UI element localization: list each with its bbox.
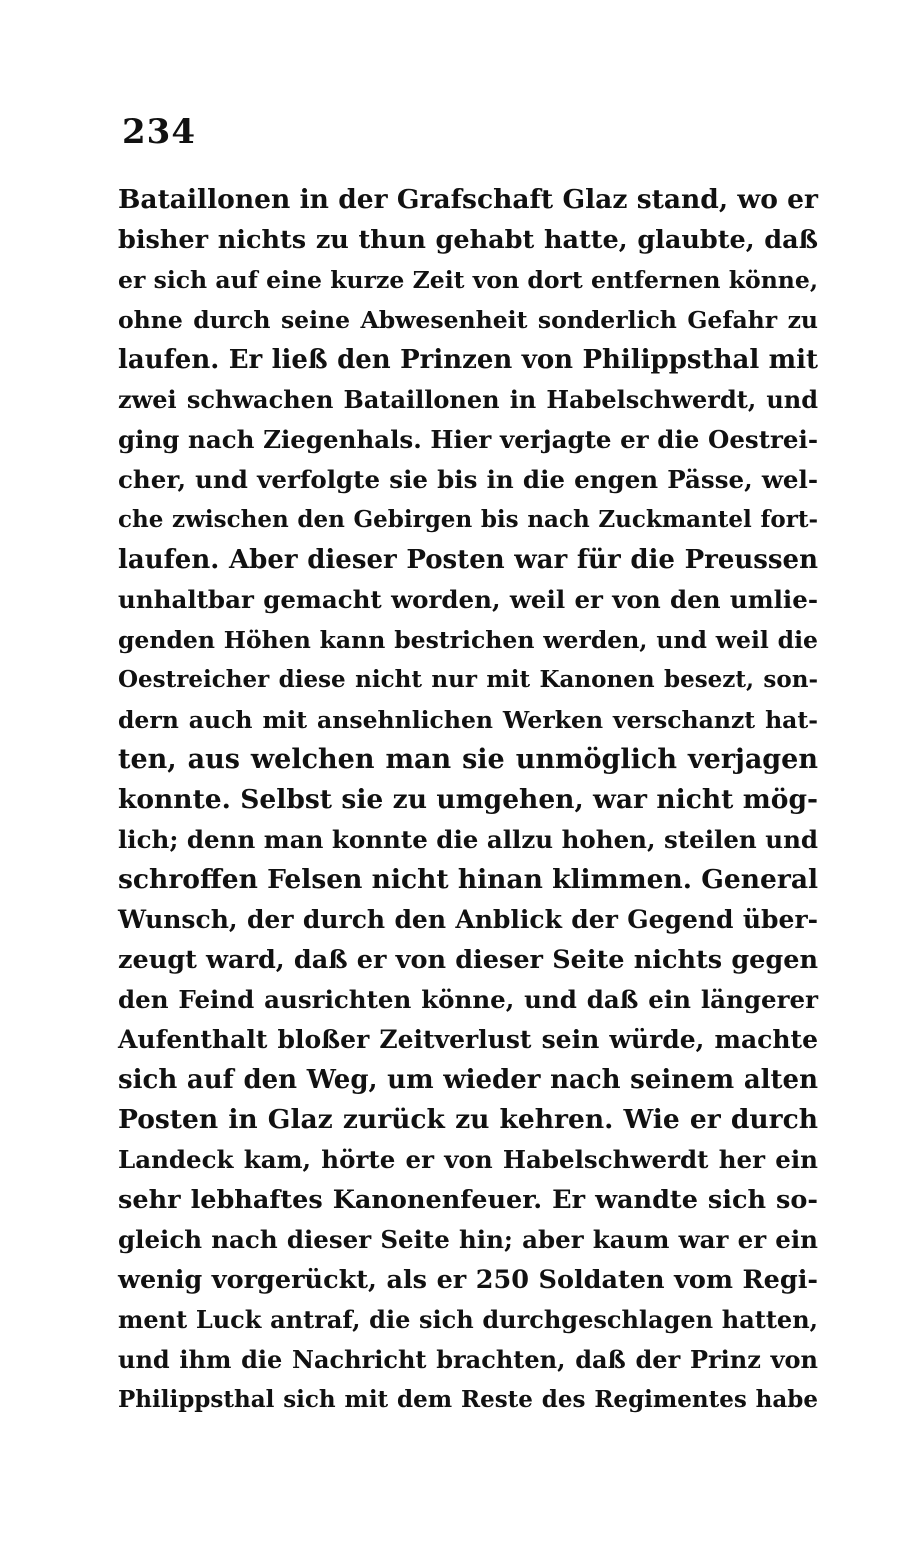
text-line: sehr lebhaftes Kanonenfeuer. Er wandte sich so- (118, 1185, 818, 1215)
text-line: laufen. Er ließ den Prinzen von Philippsthal mit (118, 345, 818, 375)
text-line: laufen. Aber dieser Posten war für die Preussen (118, 545, 818, 575)
text-line: Oestreicher diese nicht nur mit Kanonen besezt, son- (118, 666, 818, 693)
text-line: und ihm die Nachricht brachten, daß der Prinz von (118, 1345, 818, 1374)
text-line: Posten in Glaz zurück zu kehren. Wie er durch (118, 1104, 818, 1135)
text-line: cher, und verfolgte sie bis in die engen Pässe, wel- (118, 465, 818, 494)
text-line: den Feind ausrichten könne, und daß ein längerer (118, 985, 818, 1014)
text-line: er sich auf eine kurze Zeit von dort entfernen könne, (118, 266, 818, 294)
text-line: che zwischen den Gebirgen bis nach Zuckmantel fort- (118, 506, 818, 533)
body-text (118, 180, 818, 1420)
text-line: zwei schwachen Bataillonen in Habelschwerdt, und (118, 385, 818, 414)
text-line: schroffen Felsen nicht hinan klimmen. General (118, 864, 819, 895)
text-line: Aufenthalt bloßer Zeitverlust sein würde, machte (118, 1025, 818, 1054)
text-line: Wunsch, der durch den Anblick der Gegend über- (118, 905, 818, 934)
text-line: wenig vorgerückt, als er 250 Soldaten vom Regi- (118, 1265, 818, 1295)
text-line: Landeck kam, hörte er von Habelschwerdt her ein (118, 1145, 818, 1174)
text-line: gleich nach dieser Seite hin; aber kaum war er ein (118, 1225, 818, 1254)
text-line: dern auch mit ansehnlichen Werken verschanzt hat- (118, 706, 818, 734)
page-number: 234 (122, 112, 196, 152)
text-line: lich; denn man konnte die allzu hohen, steilen und (118, 825, 819, 854)
text-line: sich auf den Weg, um wieder nach seinem alten (118, 1065, 818, 1095)
text-line: unhaltbar gemacht worden, weil er von den umlie- (118, 585, 818, 614)
text-line: genden Höhen kann bestrichen werden, und weil die (118, 626, 818, 654)
text-line: konnte. Selbst sie zu umgehen, war nicht mög- (118, 784, 818, 815)
text-line: Bataillonen in der Grafschaft Glaz stand, wo er (118, 184, 818, 215)
text-line: zeugt ward, daß er von dieser Seite nichts gegen (118, 945, 818, 975)
text-line: Philippsthal sich mit dem Reste des Regimentes habe (118, 1386, 818, 1413)
text-line: bisher nichts zu thun gehabt hatte, glaubte, daß (118, 225, 818, 255)
text-line: ment Luck antraf, die sich durchgeschlagen hatten, (118, 1305, 818, 1334)
text-line: ging nach Ziegenhals. Hier verjagte er die Oestrei- (118, 425, 818, 454)
text-line: ohne durch seine Abwesenheit sonderlich Gefahr zu (118, 306, 818, 334)
text-line: ten, aus welchen man sie unmöglich verjagen (118, 744, 818, 775)
